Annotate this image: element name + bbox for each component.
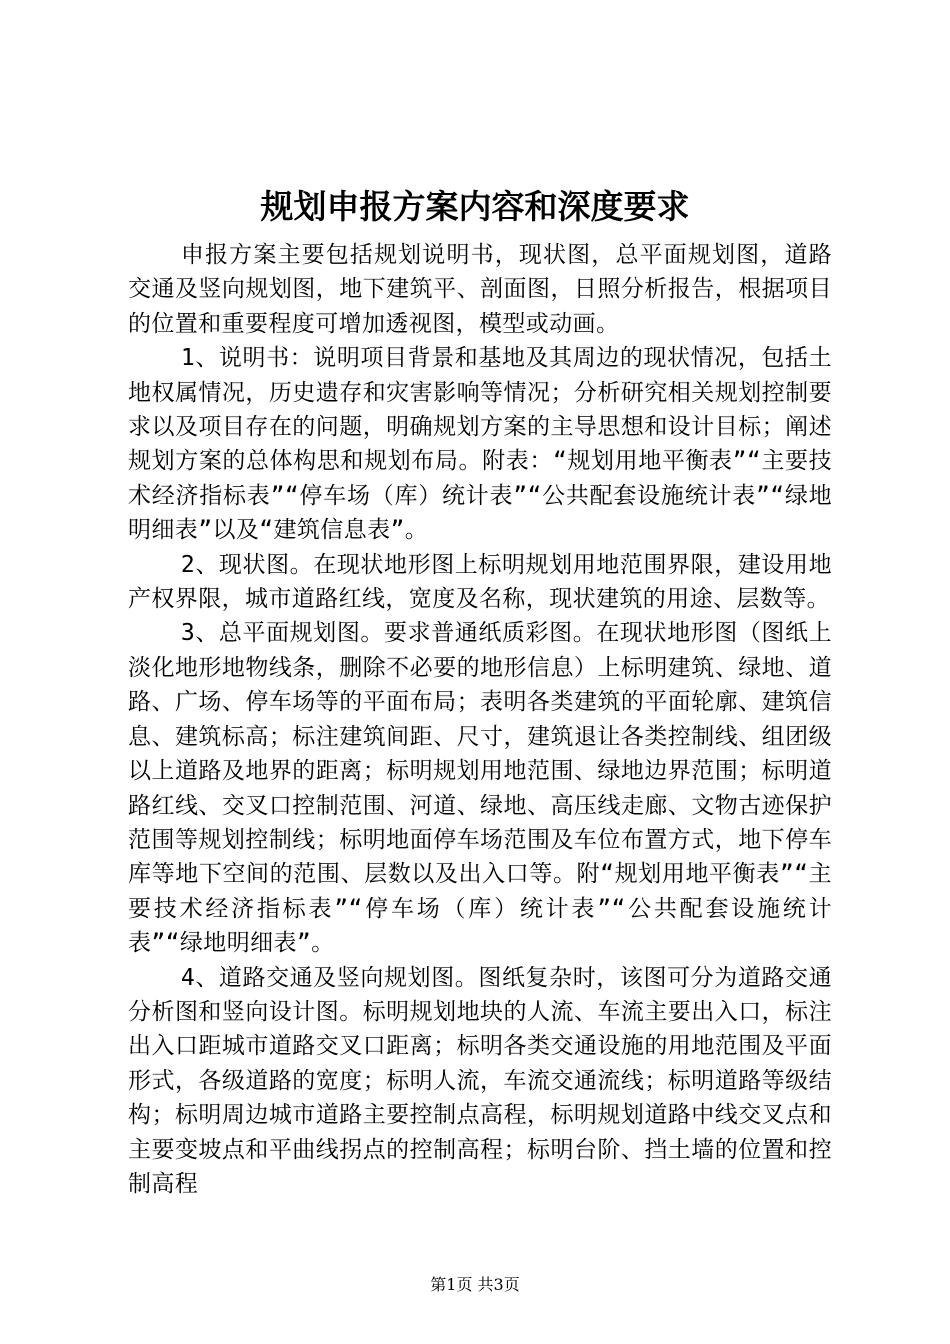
- paragraph-section-1: 1、说明书：说明项目背景和基地及其周边的现状情况，包括土地权属情况，历史遗存和灾害影响等情况；分析研究相关规划控制要求以及项目存在的问题，明确规划方案的主导思想和设计目标；阐述规划方案的总体构思和规划布局。附表：“规划用地平衡表”“主要技术经济指标表”“停车场（库）统计表”“公共配套设施统计表”“绿地明细表”以及“建筑信息表”。: [128, 345, 832, 544]
- paragraph-section-4: 4、道路交通及竖向规划图。图纸复杂时，该图可分为道路交通分析图和竖向设计图。标明规划地块的人流、车流主要出入口，标注出入口距城市道路交叉口距离；标明各类交通设施的用地范围及平面形式，各级道路的宽度；标明人流，车流交通流线；标明道路等级结构；标明周边城市道路主要控制点高程，标明规划道路中线交叉点和主要变坡点和平曲线拐点的控制高程；标明台阶、挡土墙的位置和控制高程: [128, 964, 832, 1197]
- document-body: [128, 238, 832, 1201]
- paragraph-intro: 申报方案主要包括规划说明书，现状图，总平面规划图，道路交通及竖向规划图，地下建筑平、剖面图，日照分析报告，根据项目的位置和重要程度可增加透视图，模型或动画。: [128, 242, 832, 337]
- document-title: 规划申报方案内容和深度要求: [260, 187, 690, 226]
- paragraph-section-3: 3、总平面规划图。要求普通纸质彩图。在现状地形图（图纸上淡化地形地物线条，删除不必要的地形信息）上标明建筑、绿地、道路、广场、停车场等的平面布局；表明各类建筑的平面轮廓、建筑信息、建筑标高；标注建筑间距、尺寸，建筑退让各类控制线、组团级以上道路及地界的距离；标明规划用地范围、绿地边界范围；标明道路红线、交叉口控制范围、河道、绿地、高压线走廊、文物古迹保护范围等规划控制线；标明地面停车场范围及车位布置方式，地下停车库等地下空间的范围、层数以及出入口等。附“规划用地平衡表”“主要技术经济指标表”“停车场（库）统计表”“公共配套设施统计表”“绿地明细表”。: [128, 620, 832, 957]
- page-number-footer: 第1页 共3页: [430, 1275, 520, 1294]
- paragraph-section-2: 2、现状图。在现状地形图上标明规划用地范围界限，建设用地产权界限，城市道路红线，宽度及名称，现状建筑的用途、层数等。: [128, 551, 832, 613]
